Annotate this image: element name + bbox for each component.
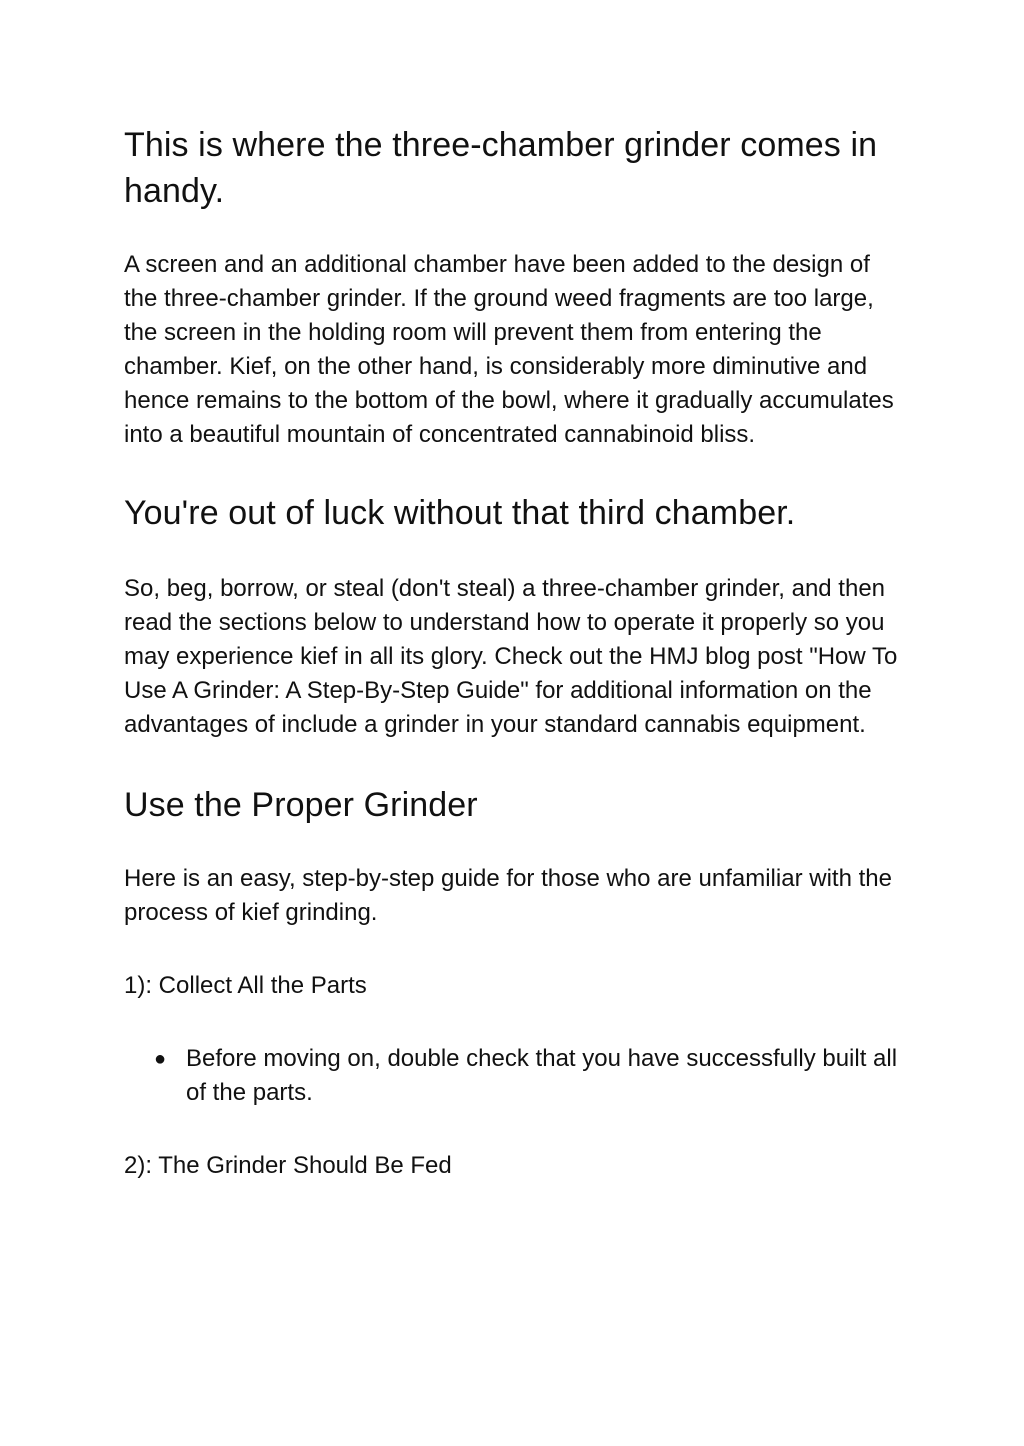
paragraph-beg-borrow-steal: So, beg, borrow, or steal (don't steal) a three-chamber grinder, and then read the sections below to understand how to operate it properly so you may experience kief in all its glory. Check out the HMJ blog post "How To Use A Grinder: A Step-By-Step Guide" for additional information on the advantages of include a grinder in your standard cannabis equipment. <box>124 575 898 738</box>
heading-third-chamber: You're out of luck without that third chamber. <box>124 494 796 532</box>
paragraph-step-by-step-intro: Here is an easy, step-by-step guide for those who are unfamiliar with the process of kief grinding. <box>124 865 892 926</box>
step-2-title: 2): The Grinder Should Be Fed <box>124 1152 452 1179</box>
step-1-title: 1): Collect All the Parts <box>124 972 367 999</box>
list-item <box>154 1042 900 1110</box>
heading-use-proper-grinder: Use the Proper Grinder <box>124 786 478 824</box>
paragraph-screen-and-chamber: A screen and an additional chamber have been added to the design of the three-chamber grinder. If the ground weed fragments are too large, the screen in the holding room will prevent them from entering the chamber. Kief, on the other hand, is considerably more diminutive and hence remains to the bottom of the bowl, where it gradually accumulates into a beautiful mountain of concentrated cannabinoid bliss. <box>124 251 894 448</box>
heading-three-chamber-grinder: This is where the three-chamber grinder comes in handy. <box>124 126 878 210</box>
step-1-bullet-list <box>124 1042 900 1110</box>
bullet-icon: ● <box>154 1048 167 1070</box>
list-item-text: Before moving on, double check that you have successfully built all of the parts. <box>186 1045 898 1106</box>
